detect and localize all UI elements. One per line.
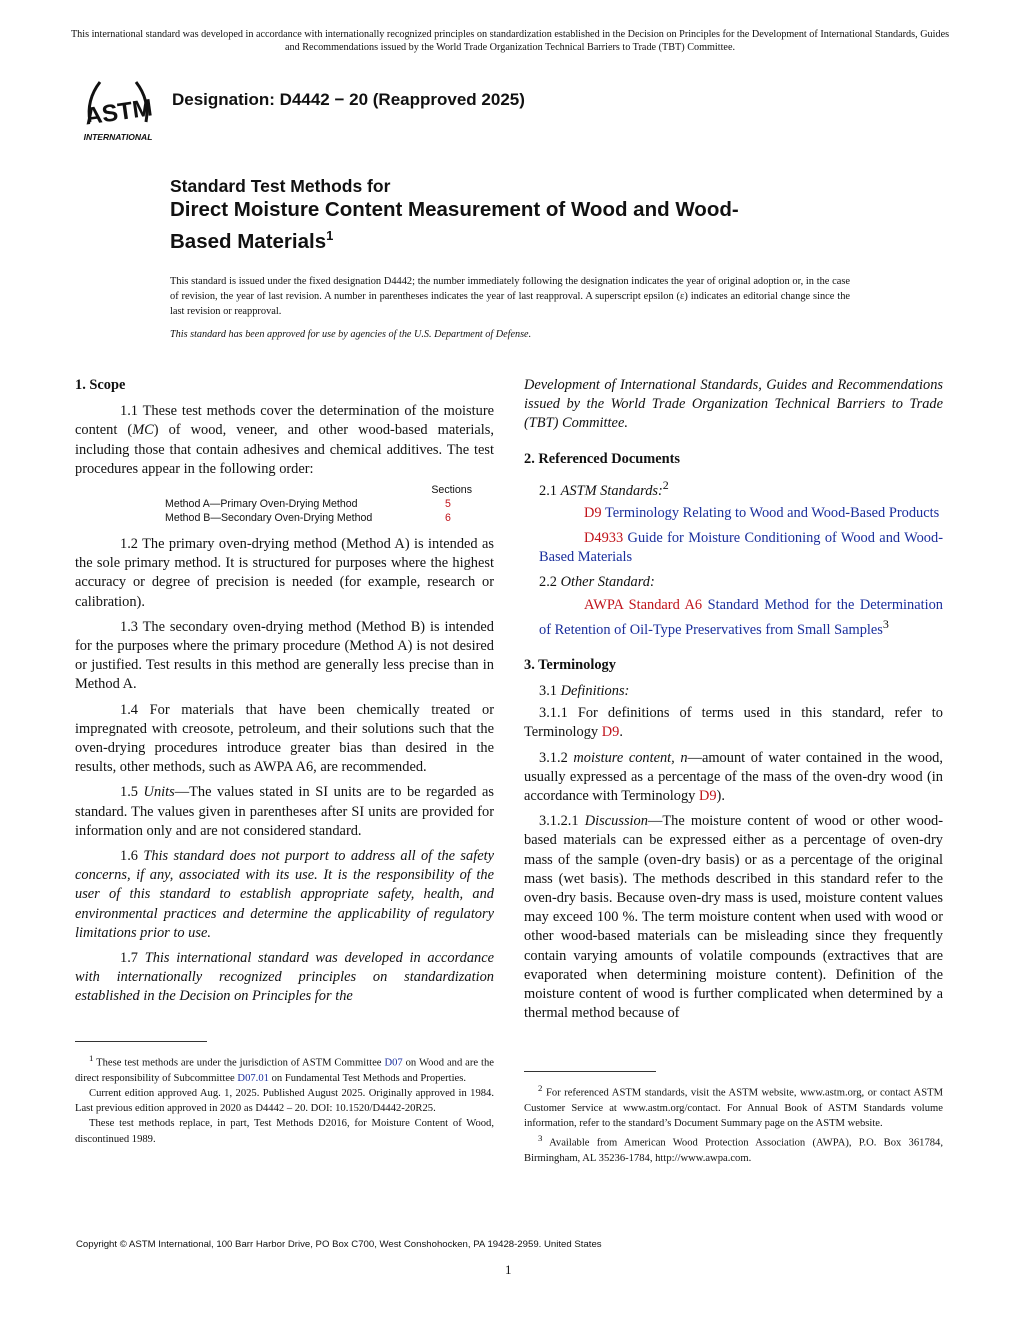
section-link[interactable]: 6: [445, 512, 451, 525]
title-line-2: Direct Moisture Content Measurement of Wood and Wood-: [170, 198, 739, 221]
section-link[interactable]: 5: [445, 498, 451, 511]
left-column: [75, 376, 494, 1013]
top-notice: This international standard was developed in accordance with internationally recognized principles on standardization established in the Decision on Principles for the Development of International Standards, Guides and Recommendations issued by the World Trade Organization Technical Barriers to Trade (TBT) Committee.: [70, 29, 950, 53]
methods-row: Method B—Secondary Oven-Drying Method 6: [165, 512, 451, 525]
methods-row: Method A—Primary Oven-Drying Method 5: [165, 498, 451, 511]
title-line-3: Based Materials: [170, 229, 327, 253]
para-3-1-1: 3.1.1 For definitions of terms used in this standard, refer to Terminology D9.: [524, 705, 943, 741]
issue-note: This standard is issued under the fixed designation D4442; the number immediately following the designation indicates the year of original adoption or, in the case of revision, the year of last revision. A number in parentheses indicates the year of last reapproval. A superscript epsilon (ε) indicates an editorial change since the last revision or reapproval.: [170, 276, 850, 317]
ref-d4933[interactable]: D4933 Guide for Moisture Conditioning of Wood and Wood-Based Materials: [539, 530, 943, 566]
para-1-7: 1.7 This international standard was developed in accordance with internationally recognized principles on standardization established in the Decision on Principles for the: [75, 950, 495, 1005]
para-1-4: 1.4 For materials that have been chemically treated or impregnated with creosote, petroleum, and their solutions such that the oven-drying procedures introduce greater bias than desired in the results, other methods, such as AWPA A6, are recommended.: [75, 701, 494, 776]
footnote-rule-left: [75, 1041, 207, 1042]
committee-link[interactable]: D07: [384, 1057, 403, 1069]
para-3-1-2-1: 3.1.2.1 Discussion—The moisture content of wood or other wood-based materials can be expressed either as a percentage of oven-dry mass of the sample (oven-dry basis) or as a percentage of the original mass (wet basis). The methods described in this standard refer to the oven-dry basis. Because oven-dry mass is used, moisture content values may exceed 100 %. The term moisture content when used with wood or other wood-based materials can be misleading since they frequently contain varying amounts of volatile compounds (extractives that are evaporated when determining moisture content). Definition of the moisture content of wood is further complicated when determined by a thermal method because of: [524, 813, 943, 1022]
para-1-2: 1.2 The primary oven-drying method (Method A) is intended as the sole primary method. It is structured for purposes where the highest accuracy or degree of precision is needed (for example, research or calibration).: [75, 536, 494, 610]
right-column: [524, 376, 943, 1029]
subcommittee-link[interactable]: D07.01: [237, 1072, 269, 1084]
logo-subtext: INTERNATIONAL: [83, 132, 153, 142]
dod-note: This standard has been approved for use by agencies of the U.S. Department of Defense.: [170, 329, 532, 340]
footnote-3: $^3$ Available from American Wood Protection Association (AWPA), P.O. Box 361784, Birmingham, AL 35236-1784, http://www.awpa.com.: [524, 1133, 943, 1164]
footnote-rule-right: [524, 1071, 656, 1072]
para-3-1: 3.1 Definitions:: [539, 683, 630, 700]
designation: Designation: D4442 − 20 (Reapproved 2025): [172, 90, 525, 109]
astm-logo: [76, 78, 160, 144]
title-line-1: Standard Test Methods for: [170, 176, 391, 196]
footnotes-right: [524, 1081, 943, 1166]
footnote-replace: These test methods replace, in part, Test Methods D2016, for Moisture Content of Wood, discontinued 1989.: [75, 1118, 494, 1145]
methods-table: [75, 483, 494, 525]
terminology-heading: 3. Terminology: [524, 656, 616, 673]
scope-heading: 1. Scope: [75, 377, 126, 393]
ref-awpa-a6[interactable]: AWPA Standard A6 Standard Method for the Determination of Retention of Oil-Type Preservatives from Small Samples$^3$: [539, 596, 943, 638]
footnote-1: $^1$ These test methods are under the jurisdiction of ASTM Committee D07 on Wood and are the direct responsibility of Subcommittee D07.01 on Fundamental Test Methods and Properties.: [75, 1053, 494, 1084]
ref-link-d9[interactable]: D9: [698, 788, 717, 805]
para-1-1: 1.1 These test methods cover the determination of the moisture content (MC) of wood, veneer, and other wood-based materials, including those that contain adhesives and chemical additives. The test procedures appear in the following order:: [75, 403, 494, 477]
para-1-6: 1.6 This standard does not purport to address all of the safety concerns, if any, associated with its use. It is the responsibility of the user of this standard to establish appropriate safety, health, and environmental practices and determine the applicability of regulatory limitations prior to use.: [75, 848, 494, 941]
sections-header: Sections: [431, 484, 472, 497]
title-footnote-mark[interactable]: 1: [326, 228, 334, 243]
ref-d9[interactable]: D9 Terminology Relating to Wood and Wood-Based Products: [584, 504, 940, 521]
para-3-1-2: 3.1.2 moisture content, n—amount of water contained in the wood, usually expressed as a percentage of the mass of the oven-dry wood (in accordance with Terminology D9).: [524, 749, 943, 805]
refdocs-heading: 2. Referenced Documents: [524, 450, 680, 467]
para-2-2: 2.2 Other Standard:: [539, 574, 655, 591]
logo-text: ASTM: [83, 94, 155, 131]
page-number: 1: [505, 1262, 512, 1277]
footnote-edition: Current edition approved Aug. 1, 2025. Published August 2025. Originally approved in 1984. Last previous edition approved in 2020 as D4442 – 20. DOI: 10.1520/D4442-20R25.: [75, 1087, 494, 1115]
ref-link-d9[interactable]: D9: [601, 724, 620, 741]
document-title: [170, 175, 870, 255]
para-1-3: 1.3 The secondary oven-drying method (Method B) is intended for the purposes where the primary procedure (Method A) is not desired or justified. Test results in this method are generally less precise than in Method A.: [75, 618, 494, 693]
copyright: Copyright © ASTM International, 100 Barr Harbor Drive, PO Box C700, West Conshohocken, PA 19428-2959. United States: [76, 1239, 602, 1250]
para-1-5: 1.5 Units—The values stated in SI units are to be regarded as standard. The values given in parentheses after SI units are provided for information only and are not considered standard.: [75, 784, 494, 839]
footnote-2: $^2$ For referenced ASTM standards, visit the ASTM website, www.astm.org, or contact ASTM Customer Service at www.astm.org/contact. For Annual Book of ASTM Standards volume information, refer to the standard’s Document Summary page on the ASTM website.: [524, 1083, 943, 1129]
footnotes-left: [75, 1051, 494, 1147]
para-1-7-continued: Development of International Standards, Guides and Recommendations issued by the World Trade Organization Technical Barriers to Trade (TBT) Committee.: [524, 377, 943, 432]
para-2-1: 2.1 ASTM Standards:$^2$: [539, 477, 669, 499]
